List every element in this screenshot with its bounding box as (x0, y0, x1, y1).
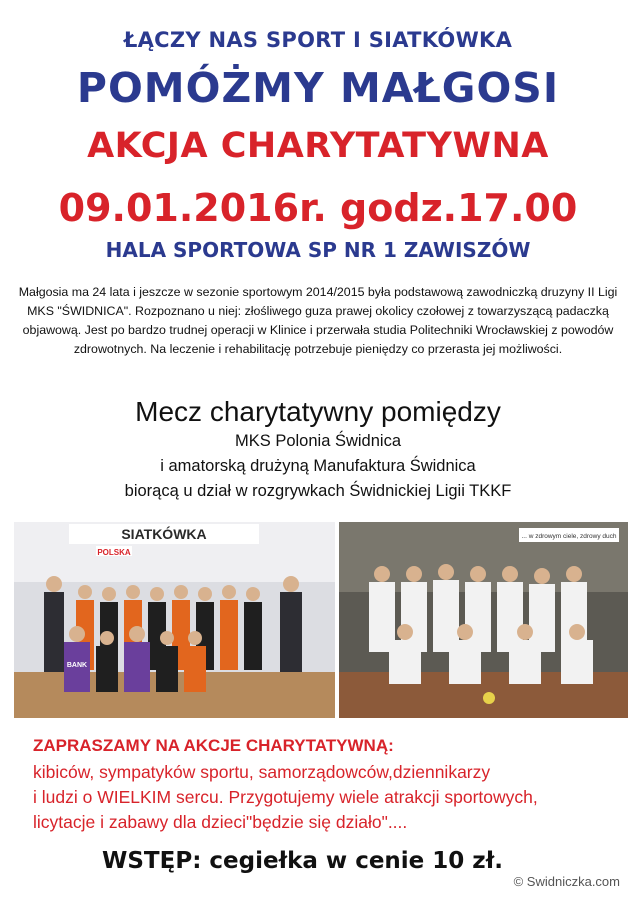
event-date-time: 09.01.2016r. godz.17.00 (58, 186, 578, 230)
match-league-note: biorącą u dział w rozgrywkach Świdnickiej Ligii TKKF (124, 482, 512, 500)
ball (483, 692, 495, 704)
event-type: AKCJA CHARYTATYWNA (87, 126, 549, 166)
wall-banner-text: ... w zdrowym ciele, zdrowy duch (521, 533, 617, 540)
story-paragraph: Małgosia ma 24 lata i jeszcze w sezonie sportowym 2014/2015 była podstawową zawodniczką druzyny II Ligi MKS "ŚWIDNICA". Rozpoznano u niej: złośliwego guza prawej okolicy czołowej z towarzyszącą padaczką objawową. Jest po bardzo trudnej operacji w Klinice i przerwała studia Politechniki Wrocławskiej z powodów zdrowotnych. Na leczenie i rehabilitację potrzebuje pieniędzy co przerasta jej możliwości. (18, 285, 618, 356)
men-team-photo (339, 522, 628, 718)
women-team-illustration (14, 522, 335, 718)
women-team-photo (14, 522, 335, 718)
entry-fee: WSTĘP: cegiełka w cenie 10 zł. (102, 848, 503, 874)
men-team-illustration (339, 522, 628, 718)
tagline: ŁĄCZY NAS SPORT I SIATKÓWKA (123, 28, 513, 52)
match-team-1: MKS Polonia Świdnica (235, 432, 401, 450)
invite-line-1: kibiców, sympatyków sportu, samorządowców,dziennikarzy (33, 762, 491, 782)
match-title: Mecz charytatywny pomiędzy (135, 396, 501, 427)
invite-heading: ZAPRASZAMY NA AKCJE CHARYTATYWNĄ: (33, 736, 394, 755)
headline: POMÓŻMY MAŁGOSI (76, 64, 560, 112)
polska-logo: POLSKA (97, 548, 131, 557)
banner-text: SIATKÓWKA (121, 526, 207, 542)
watermark: © Swidniczka.com (506, 871, 628, 892)
venue: HALA SPORTOWA SP NR 1 ZAWISZÓW (105, 238, 531, 262)
match-team-2: i amatorską drużyną Manufaktura Świdnica (160, 457, 476, 475)
jersey-text: BANK (66, 662, 88, 669)
invite-line-2: i ludzi o WIELKIM sercu. Przygotujemy wiele atrakcji sportowych, (33, 787, 538, 807)
invite-line-3: licytacje i zabawy dla dzieci"będzie się działo".... (33, 812, 408, 832)
